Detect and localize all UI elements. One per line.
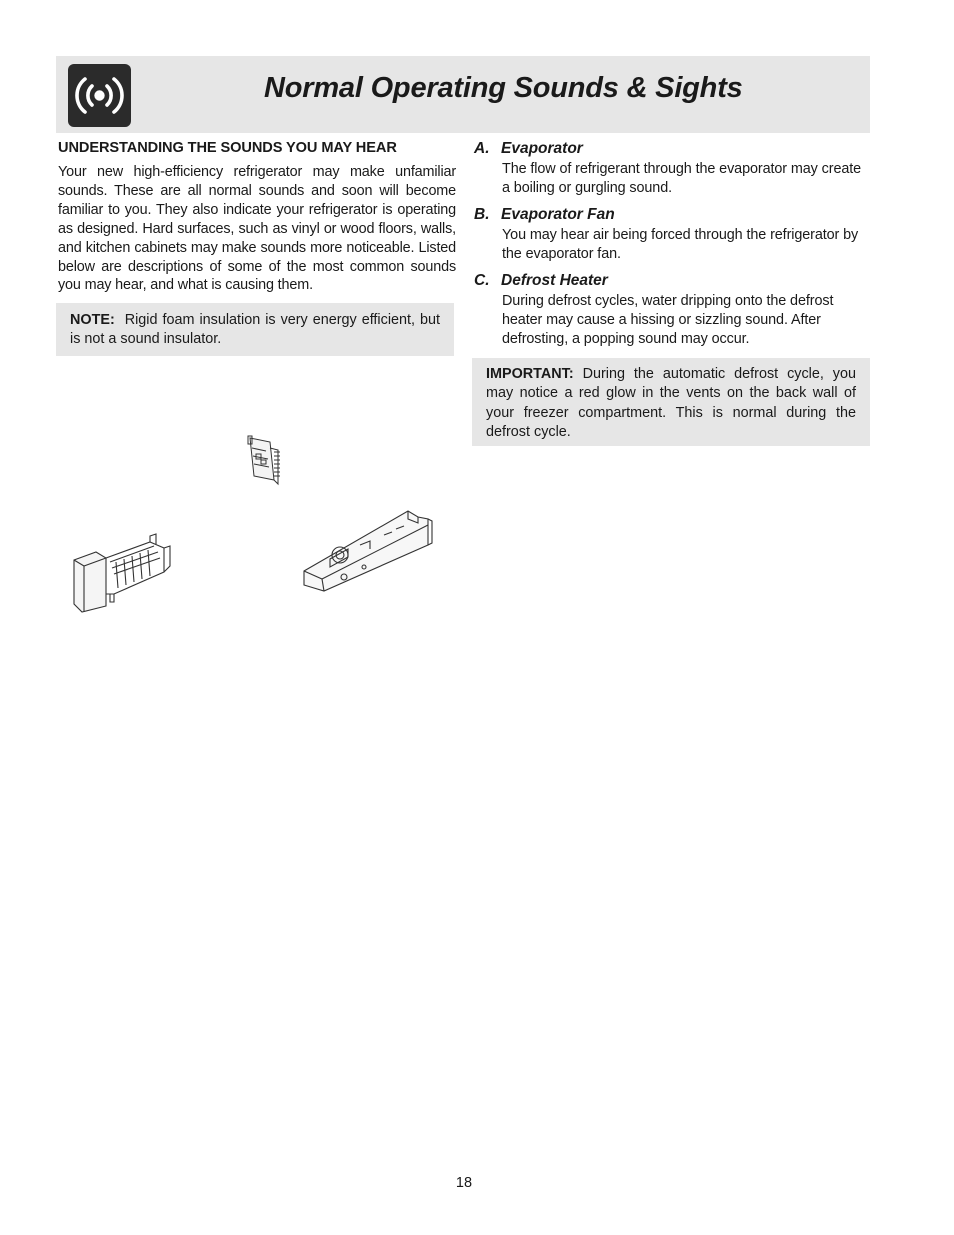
item-title-text: Defrost Heater [501, 272, 608, 289]
item-title [474, 205, 870, 225]
item-letter: A. [474, 140, 490, 157]
sound-item-evaporator [474, 139, 870, 198]
right-column [474, 139, 870, 349]
bracket-illustration [300, 505, 434, 597]
important-box [472, 358, 870, 446]
item-title [474, 139, 870, 159]
control-board-illustration [244, 434, 284, 488]
note-box [56, 303, 454, 356]
page-number: 18 [455, 1175, 473, 1191]
item-body: During defrost cycles, water dripping onto the defrost heater may cause a hissing or sizzling sound. After defrosting, a popping sound may occur. [502, 293, 834, 347]
intro-paragraph: Your new high-efficiency refrigerator may make unfamiliar sounds. These are all normal sounds and soon will become familiar to you. They also indicate your refrigerator is operating as designed. Hard surfaces, such as vinyl or wood floors, walls, and kitchen cabinets may make sounds more noticeable. Listed below are descriptions of some of the most common sounds you may hear, and what is causing them. [58, 164, 456, 294]
item-letter: C. [474, 272, 490, 289]
sound-item-evaporator-fan [474, 205, 870, 264]
sound-item-defrost-heater [474, 271, 870, 349]
note-label: NOTE: [70, 312, 115, 328]
item-body: The flow of refrigerant through the evaporator may create a boiling or gurgling sound. [502, 161, 862, 196]
important-label: IMPORTANT: [486, 366, 574, 382]
sound-waves-icon [68, 64, 131, 127]
ice-maker-illustration [70, 532, 174, 614]
item-body: You may hear air being forced through the refrigerator by the evaporator fan. [502, 227, 859, 262]
section-heading: UNDERSTANDING THE SOUNDS YOU MAY HEAR [58, 140, 397, 156]
important-text: During the automatic defrost cycle, you may notice a red glow in the vents on the back wall of your freezer compartment. This is normal during the defrost cycle. [486, 366, 857, 440]
item-title-text: Evaporator [501, 140, 583, 157]
left-column [58, 139, 456, 295]
note-text: Rigid foam insulation is very energy efficient, but is not a sound insulator. [70, 312, 440, 347]
item-title [474, 271, 870, 291]
item-letter: B. [474, 206, 490, 223]
item-title-text: Evaporator Fan [501, 206, 615, 223]
page-title: Normal Operating Sounds & Sights [264, 72, 743, 104]
